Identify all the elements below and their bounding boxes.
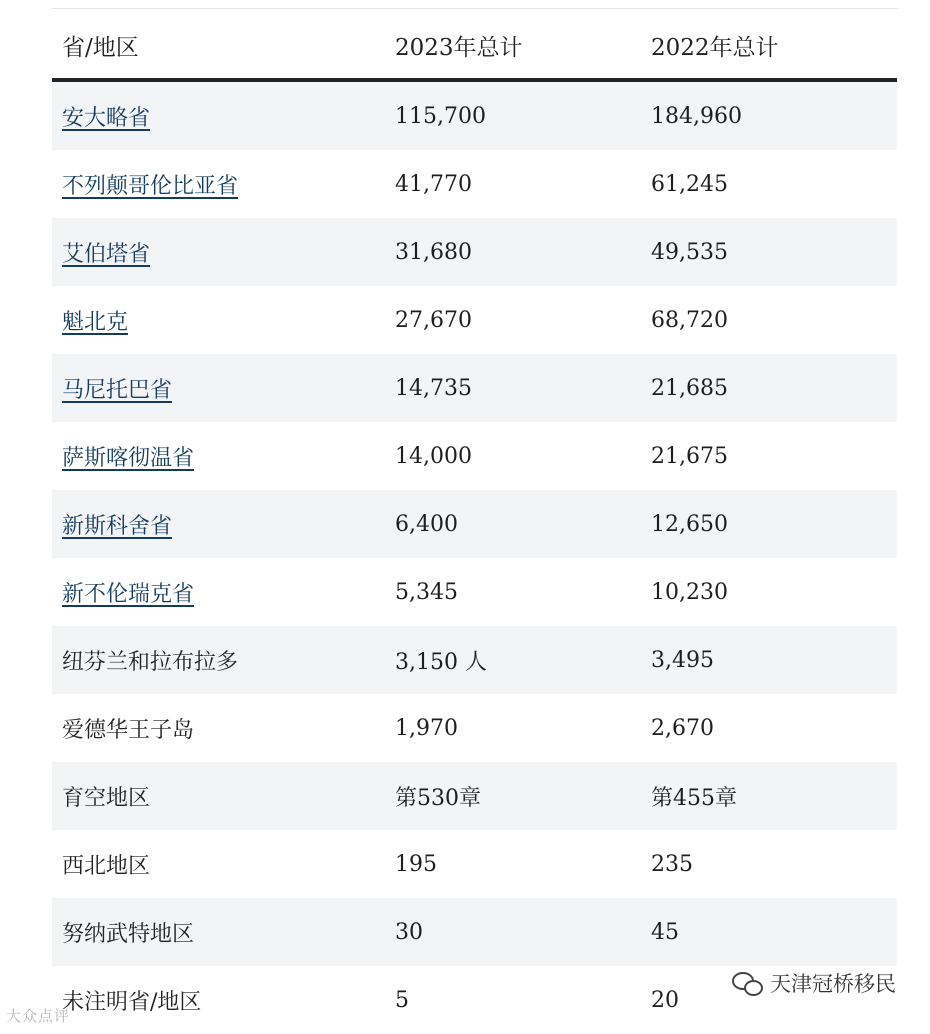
region-label: 努纳武特地区 (62, 921, 195, 947)
region-cell (52, 626, 385, 694)
top-divider (52, 8, 898, 9)
table-row (52, 558, 897, 626)
region-label: 西北地区 (62, 853, 151, 879)
total-2023-cell: 1,970 (385, 694, 641, 762)
total-2023-cell: 14,735 (385, 354, 641, 422)
region-link[interactable]: 艾伯塔省 (62, 241, 151, 267)
total-2022-cell: 68,720 (641, 286, 897, 354)
total-2023-cell: 30 (385, 898, 641, 966)
table-header (52, 12, 897, 80)
region-link[interactable]: 马尼托巴省 (62, 377, 173, 403)
table-row (52, 490, 897, 558)
region-cell (52, 286, 385, 354)
region-label: 育空地区 (62, 785, 151, 811)
table-row (52, 626, 897, 694)
region-cell (52, 966, 385, 1034)
total-2022-cell: 2,670 (641, 694, 897, 762)
total-2022-cell: 45 (641, 898, 897, 966)
total-2023-cell: 31,680 (385, 218, 641, 286)
table-row (52, 694, 897, 762)
total-2023-cell: 第530章 (385, 762, 641, 830)
region-label: 未注明省/地区 (62, 989, 202, 1015)
region-link[interactable]: 不列颠哥伦比亚省 (62, 173, 239, 199)
total-2023-cell: 115,700 (385, 80, 641, 150)
wechat-watermark (728, 966, 900, 1000)
total-2022-cell: 235 (641, 830, 897, 898)
header-row (52, 12, 897, 80)
watermark-account-name: 天津冠桥移民 (770, 972, 896, 996)
region-cell (52, 150, 385, 218)
table-row (52, 218, 897, 286)
total-2022-cell: 21,685 (641, 354, 897, 422)
table-row (52, 898, 897, 966)
region-label: 爱德华王子岛 (62, 717, 195, 743)
total-2022-cell: 21,675 (641, 422, 897, 490)
region-cell (52, 80, 385, 150)
total-2022-cell: 10,230 (641, 558, 897, 626)
region-cell (52, 490, 385, 558)
region-cell (52, 830, 385, 898)
immigration-table (52, 12, 897, 1034)
table-row (52, 354, 897, 422)
region-cell (52, 694, 385, 762)
total-2023-cell: 41,770 (385, 150, 641, 218)
region-cell (52, 558, 385, 626)
region-link[interactable]: 魁北克 (62, 309, 129, 335)
total-2023-cell: 6,400 (385, 490, 641, 558)
total-2023-cell: 195 (385, 830, 641, 898)
header-region: 省/地区 (52, 12, 385, 80)
header-2023-total: 2023年总计 (385, 12, 641, 80)
wechat-icon (732, 971, 762, 995)
total-2022-cell: 61,245 (641, 150, 897, 218)
total-2022-cell: 184,960 (641, 80, 897, 150)
table-row (52, 422, 897, 490)
table-row (52, 286, 897, 354)
table-row (52, 150, 897, 218)
total-2022-cell: 12,650 (641, 490, 897, 558)
corner-watermark-text: 大众点评 (6, 1007, 71, 1025)
region-cell (52, 898, 385, 966)
corner-watermark (6, 1005, 70, 1026)
table-row (52, 762, 897, 830)
region-cell (52, 218, 385, 286)
region-link[interactable]: 新斯科舍省 (62, 513, 173, 539)
region-cell (52, 354, 385, 422)
total-2023-cell: 5 (385, 966, 641, 1034)
total-2023-cell: 27,670 (385, 286, 641, 354)
region-cell (52, 762, 385, 830)
total-2022-cell: 20 (641, 966, 897, 1034)
total-2022-cell: 第455章 (641, 762, 897, 830)
total-2023-cell: 3,150 人 (385, 626, 641, 694)
table-row (52, 830, 897, 898)
region-link[interactable]: 安大略省 (62, 105, 151, 131)
header-2022-total: 2022年总计 (641, 12, 897, 80)
table-row (52, 80, 897, 150)
total-2022-cell: 49,535 (641, 218, 897, 286)
region-link[interactable]: 新不伦瑞克省 (62, 581, 195, 607)
region-cell (52, 422, 385, 490)
region-link[interactable]: 萨斯喀彻温省 (62, 445, 195, 471)
total-2023-cell: 14,000 (385, 422, 641, 490)
total-2023-cell: 5,345 (385, 558, 641, 626)
region-label: 纽芬兰和拉布拉多 (62, 649, 239, 675)
table-body (52, 80, 897, 1034)
total-2022-cell: 3,495 (641, 626, 897, 694)
